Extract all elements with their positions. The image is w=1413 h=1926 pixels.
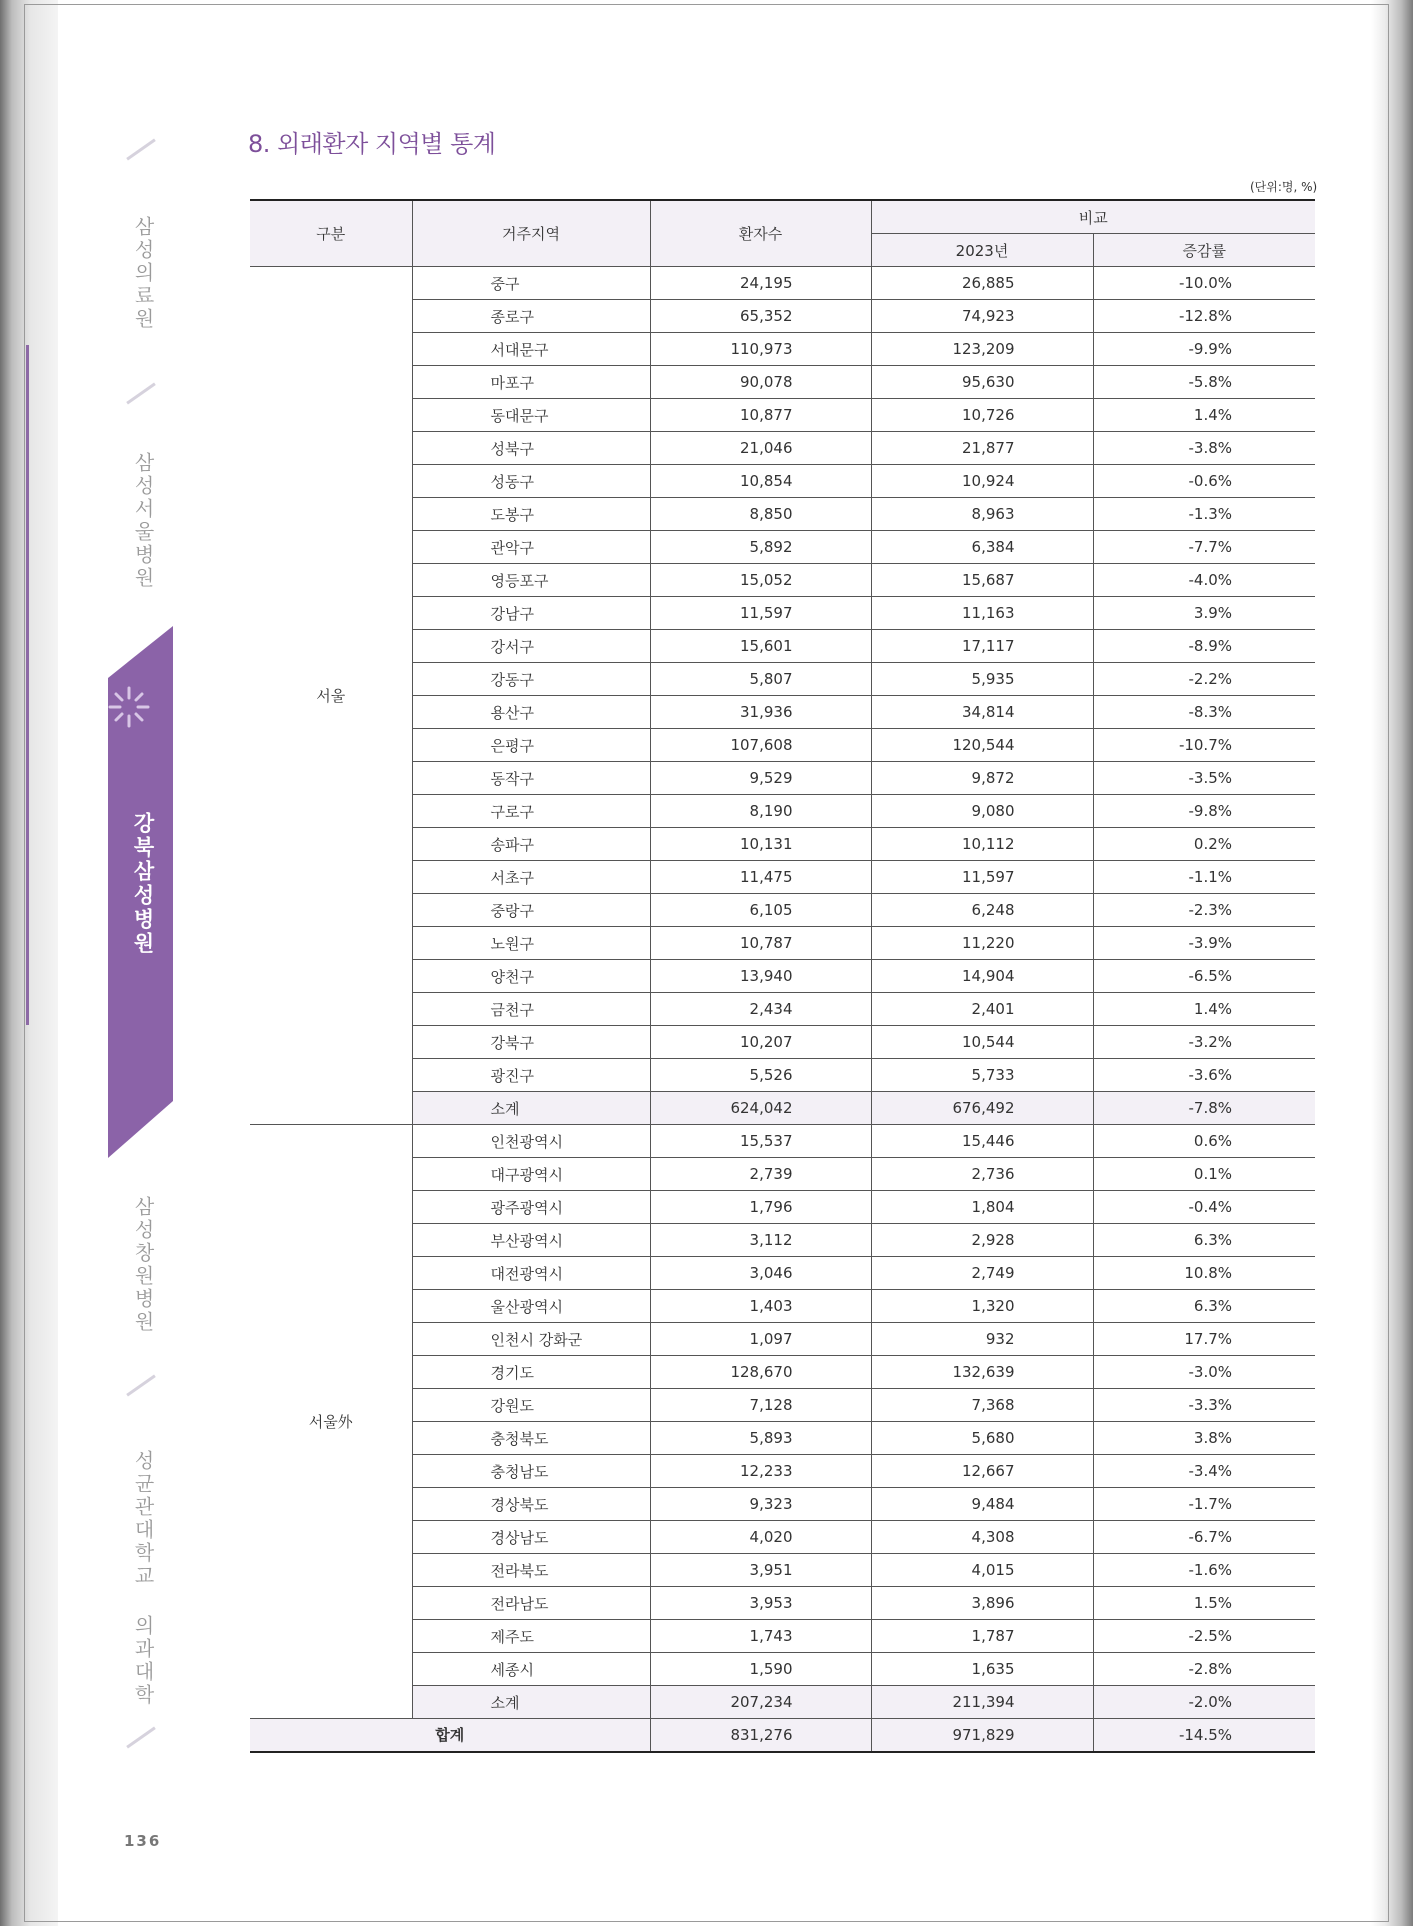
rate-cell: 6.3% xyxy=(1093,1290,1315,1323)
region-cell: 양천구 xyxy=(412,960,650,993)
region-cell: 도봉구 xyxy=(412,498,650,531)
patients-cell: 90,078 xyxy=(650,366,871,399)
region-cell: 관악구 xyxy=(412,531,650,564)
rate-cell: 0.1% xyxy=(1093,1158,1315,1191)
rate-cell: -3.9% xyxy=(1093,927,1315,960)
prev-year-cell: 9,872 xyxy=(871,762,1093,795)
patients-cell: 65,352 xyxy=(650,300,871,333)
rate-cell: -10.7% xyxy=(1093,729,1315,762)
region-cell: 동작구 xyxy=(412,762,650,795)
prev-year-cell: 15,446 xyxy=(871,1125,1093,1158)
rate-cell: -9.9% xyxy=(1093,333,1315,366)
region-cell: 마포구 xyxy=(412,366,650,399)
patients-cell: 11,597 xyxy=(650,597,871,630)
rate-cell: -1.3% xyxy=(1093,498,1315,531)
region-cell: 은평구 xyxy=(412,729,650,762)
rate-cell: -7.7% xyxy=(1093,531,1315,564)
header-year: 2023년 xyxy=(871,234,1093,267)
patients-cell: 3,112 xyxy=(650,1224,871,1257)
prev-year-cell: 2,401 xyxy=(871,993,1093,1026)
prev-year-cell: 95,630 xyxy=(871,366,1093,399)
rate-cell: 0.2% xyxy=(1093,828,1315,861)
prev-year-cell: 9,080 xyxy=(871,795,1093,828)
header-patients: 환자수 xyxy=(650,200,871,267)
rate-cell: -2.2% xyxy=(1093,663,1315,696)
tab-skku-medical-school[interactable]: 성균관대학교 의과대학 xyxy=(131,1450,155,1707)
subtotal-patients: 207,234 xyxy=(650,1686,871,1719)
tab-samsung-changwon-hospital[interactable]: 삼성창원병원 xyxy=(131,1196,155,1334)
patients-cell: 10,877 xyxy=(650,399,871,432)
region-cell: 서대문구 xyxy=(412,333,650,366)
table-row xyxy=(250,267,1315,300)
rate-cell: -3.3% xyxy=(1093,1389,1315,1422)
patients-cell: 1,743 xyxy=(650,1620,871,1653)
rate-cell: 3.8% xyxy=(1093,1422,1315,1455)
prev-year-cell: 5,935 xyxy=(871,663,1093,696)
patients-cell: 5,807 xyxy=(650,663,871,696)
region-cell: 중랑구 xyxy=(412,894,650,927)
region-cell: 전라북도 xyxy=(412,1554,650,1587)
header-rate: 증감률 xyxy=(1093,234,1315,267)
patients-cell: 15,052 xyxy=(650,564,871,597)
prev-year-cell: 3,896 xyxy=(871,1587,1093,1620)
patients-cell: 1,796 xyxy=(650,1191,871,1224)
prev-year-cell: 132,639 xyxy=(871,1356,1093,1389)
rate-cell: 17.7% xyxy=(1093,1323,1315,1356)
subtotal-patients: 624,042 xyxy=(650,1092,871,1125)
prev-year-cell: 10,544 xyxy=(871,1026,1093,1059)
rate-cell: -6.5% xyxy=(1093,960,1315,993)
patients-cell: 15,537 xyxy=(650,1125,871,1158)
region-cell: 금천구 xyxy=(412,993,650,1026)
rate-cell: -3.6% xyxy=(1093,1059,1315,1092)
region-cell: 경상북도 xyxy=(412,1488,650,1521)
sparkle-icon xyxy=(106,684,152,730)
prev-year-cell: 120,544 xyxy=(871,729,1093,762)
subtotal-prev: 676,492 xyxy=(871,1092,1093,1125)
patients-cell: 11,475 xyxy=(650,861,871,894)
patients-cell: 9,529 xyxy=(650,762,871,795)
patients-cell: 3,951 xyxy=(650,1554,871,1587)
prev-year-cell: 2,749 xyxy=(871,1257,1093,1290)
tab-kangbuk-samsung-hospital[interactable]: 강북삼성병원 xyxy=(131,812,155,956)
prev-year-cell: 21,877 xyxy=(871,432,1093,465)
rate-cell: -10.0% xyxy=(1093,267,1315,300)
prev-year-cell: 2,928 xyxy=(871,1224,1093,1257)
region-cell: 강원도 xyxy=(412,1389,650,1422)
seoul-group-label: 서울 xyxy=(250,267,412,1125)
region-cell: 전라남도 xyxy=(412,1587,650,1620)
rate-cell: -2.8% xyxy=(1093,1653,1315,1686)
patients-cell: 1,590 xyxy=(650,1653,871,1686)
subtotal-label: 소계 xyxy=(412,1686,650,1719)
subtotal-rate: -2.0% xyxy=(1093,1686,1315,1719)
patients-cell: 8,850 xyxy=(650,498,871,531)
rate-cell: 3.9% xyxy=(1093,597,1315,630)
region-cell: 동대문구 xyxy=(412,399,650,432)
patients-cell: 31,936 xyxy=(650,696,871,729)
region-cell: 영등포구 xyxy=(412,564,650,597)
prev-year-cell: 15,687 xyxy=(871,564,1093,597)
prev-year-cell: 8,963 xyxy=(871,498,1093,531)
rate-cell: -0.4% xyxy=(1093,1191,1315,1224)
table-row xyxy=(250,1125,1315,1158)
rate-cell: 0.6% xyxy=(1093,1125,1315,1158)
subtotal-prev: 211,394 xyxy=(871,1686,1093,1719)
prev-year-cell: 2,736 xyxy=(871,1158,1093,1191)
patients-cell: 10,854 xyxy=(650,465,871,498)
header-compare: 비교 xyxy=(871,200,1315,234)
region-cell: 경기도 xyxy=(412,1356,650,1389)
region-cell: 제주도 xyxy=(412,1620,650,1653)
rate-cell: -2.5% xyxy=(1093,1620,1315,1653)
patients-cell: 24,195 xyxy=(650,267,871,300)
rate-cell: -9.8% xyxy=(1093,795,1315,828)
tab-samsung-medical-center[interactable]: 삼성의료원 xyxy=(131,216,155,331)
prev-year-cell: 9,484 xyxy=(871,1488,1093,1521)
region-cell: 종로구 xyxy=(412,300,650,333)
prev-year-cell: 11,597 xyxy=(871,861,1093,894)
region-cell: 인천광역시 xyxy=(412,1125,650,1158)
region-cell: 강남구 xyxy=(412,597,650,630)
prev-year-cell: 4,308 xyxy=(871,1521,1093,1554)
patients-cell: 5,892 xyxy=(650,531,871,564)
rate-cell: -8.9% xyxy=(1093,630,1315,663)
prev-year-cell: 34,814 xyxy=(871,696,1093,729)
rate-cell: -2.3% xyxy=(1093,894,1315,927)
total-prev: 971,829 xyxy=(871,1719,1093,1752)
prev-year-cell: 12,667 xyxy=(871,1455,1093,1488)
prev-year-cell: 10,924 xyxy=(871,465,1093,498)
total-label: 합계 xyxy=(250,1719,650,1752)
patients-cell: 5,893 xyxy=(650,1422,871,1455)
prev-year-cell: 1,787 xyxy=(871,1620,1093,1653)
region-cell: 대전광역시 xyxy=(412,1257,650,1290)
patients-cell: 2,434 xyxy=(650,993,871,1026)
prev-year-cell: 26,885 xyxy=(871,267,1093,300)
region-cell: 강북구 xyxy=(412,1026,650,1059)
total-patients: 831,276 xyxy=(650,1719,871,1752)
prev-year-cell: 5,680 xyxy=(871,1422,1093,1455)
rate-cell: -1.6% xyxy=(1093,1554,1315,1587)
region-cell: 세종시 xyxy=(412,1653,650,1686)
patients-cell: 10,131 xyxy=(650,828,871,861)
header-region: 거주지역 xyxy=(412,200,650,267)
region-cell: 광진구 xyxy=(412,1059,650,1092)
prev-year-cell: 74,923 xyxy=(871,300,1093,333)
outpatient-region-table xyxy=(250,199,1315,1753)
prev-year-cell: 17,117 xyxy=(871,630,1093,663)
patients-cell: 9,323 xyxy=(650,1488,871,1521)
region-cell: 광주광역시 xyxy=(412,1191,650,1224)
rate-cell: -3.4% xyxy=(1093,1455,1315,1488)
prev-year-cell: 10,726 xyxy=(871,399,1093,432)
rate-cell: -5.8% xyxy=(1093,366,1315,399)
patients-cell: 3,953 xyxy=(650,1587,871,1620)
region-cell: 충청남도 xyxy=(412,1455,650,1488)
rate-cell: 1.4% xyxy=(1093,993,1315,1026)
patients-cell: 7,128 xyxy=(650,1389,871,1422)
prev-year-cell: 1,635 xyxy=(871,1653,1093,1686)
prev-year-cell: 7,368 xyxy=(871,1389,1093,1422)
patients-cell: 13,940 xyxy=(650,960,871,993)
prev-year-cell: 14,904 xyxy=(871,960,1093,993)
patients-cell: 12,233 xyxy=(650,1455,871,1488)
patients-cell: 4,020 xyxy=(650,1521,871,1554)
rate-cell: -1.7% xyxy=(1093,1488,1315,1521)
region-cell: 강서구 xyxy=(412,630,650,663)
rate-cell: -6.7% xyxy=(1093,1521,1315,1554)
region-cell: 강동구 xyxy=(412,663,650,696)
rate-cell: -1.1% xyxy=(1093,861,1315,894)
region-cell: 경상남도 xyxy=(412,1521,650,1554)
region-cell: 중구 xyxy=(412,267,650,300)
region-cell: 송파구 xyxy=(412,828,650,861)
prev-year-cell: 5,733 xyxy=(871,1059,1093,1092)
rate-cell: -4.0% xyxy=(1093,564,1315,597)
rate-cell: 10.8% xyxy=(1093,1257,1315,1290)
rate-cell: -8.3% xyxy=(1093,696,1315,729)
prev-year-cell: 932 xyxy=(871,1323,1093,1356)
rate-cell: -3.0% xyxy=(1093,1356,1315,1389)
region-cell: 울산광역시 xyxy=(412,1290,650,1323)
region-cell: 충청북도 xyxy=(412,1422,650,1455)
rate-cell: 1.4% xyxy=(1093,399,1315,432)
patients-cell: 5,526 xyxy=(650,1059,871,1092)
total-rate: -14.5% xyxy=(1093,1719,1315,1752)
prev-year-cell: 6,384 xyxy=(871,531,1093,564)
subtotal-rate: -7.8% xyxy=(1093,1092,1315,1125)
patients-cell: 3,046 xyxy=(650,1257,871,1290)
region-cell: 서초구 xyxy=(412,861,650,894)
region-cell: 노원구 xyxy=(412,927,650,960)
prev-year-cell: 11,163 xyxy=(871,597,1093,630)
patients-cell: 1,097 xyxy=(650,1323,871,1356)
patients-cell: 107,608 xyxy=(650,729,871,762)
patients-cell: 10,787 xyxy=(650,927,871,960)
prev-year-cell: 123,209 xyxy=(871,333,1093,366)
rate-cell: 6.3% xyxy=(1093,1224,1315,1257)
prev-year-cell: 10,112 xyxy=(871,828,1093,861)
prev-year-cell: 1,320 xyxy=(871,1290,1093,1323)
region-cell: 성북구 xyxy=(412,432,650,465)
tab-samsung-seoul-hospital[interactable]: 삼성서울병원 xyxy=(131,452,155,590)
region-cell: 구로구 xyxy=(412,795,650,828)
patients-cell: 6,105 xyxy=(650,894,871,927)
page-number: 136 xyxy=(124,1832,162,1850)
patients-cell: 8,190 xyxy=(650,795,871,828)
rate-cell: -12.8% xyxy=(1093,300,1315,333)
patients-cell: 10,207 xyxy=(650,1026,871,1059)
prev-year-cell: 1,804 xyxy=(871,1191,1093,1224)
rate-cell: -3.5% xyxy=(1093,762,1315,795)
header-category: 구분 xyxy=(250,200,412,267)
rate-cell: 1.5% xyxy=(1093,1587,1315,1620)
unit-note: (단위:명, %) xyxy=(1250,180,1318,194)
patients-cell: 2,739 xyxy=(650,1158,871,1191)
region-cell: 대구광역시 xyxy=(412,1158,650,1191)
patients-cell: 15,601 xyxy=(650,630,871,663)
rate-cell: -3.2% xyxy=(1093,1026,1315,1059)
region-cell: 성동구 xyxy=(412,465,650,498)
region-cell: 용산구 xyxy=(412,696,650,729)
patients-cell: 110,973 xyxy=(650,333,871,366)
prev-year-cell: 11,220 xyxy=(871,927,1093,960)
patients-cell: 128,670 xyxy=(650,1356,871,1389)
total-row xyxy=(250,1719,1315,1752)
subtotal-label: 소계 xyxy=(412,1092,650,1125)
spine-accent-line xyxy=(26,345,29,1025)
prev-year-cell: 4,015 xyxy=(871,1554,1093,1587)
rate-cell: -0.6% xyxy=(1093,465,1315,498)
prev-year-cell: 6,248 xyxy=(871,894,1093,927)
page-title: 8. 외래환자 지역별 통계 xyxy=(248,130,496,158)
rate-cell: -3.8% xyxy=(1093,432,1315,465)
region-cell: 인천시 강화군 xyxy=(412,1323,650,1356)
patients-cell: 21,046 xyxy=(650,432,871,465)
patients-cell: 1,403 xyxy=(650,1290,871,1323)
region-cell: 부산광역시 xyxy=(412,1224,650,1257)
outside-seoul-group-label: 서울外 xyxy=(250,1125,412,1719)
